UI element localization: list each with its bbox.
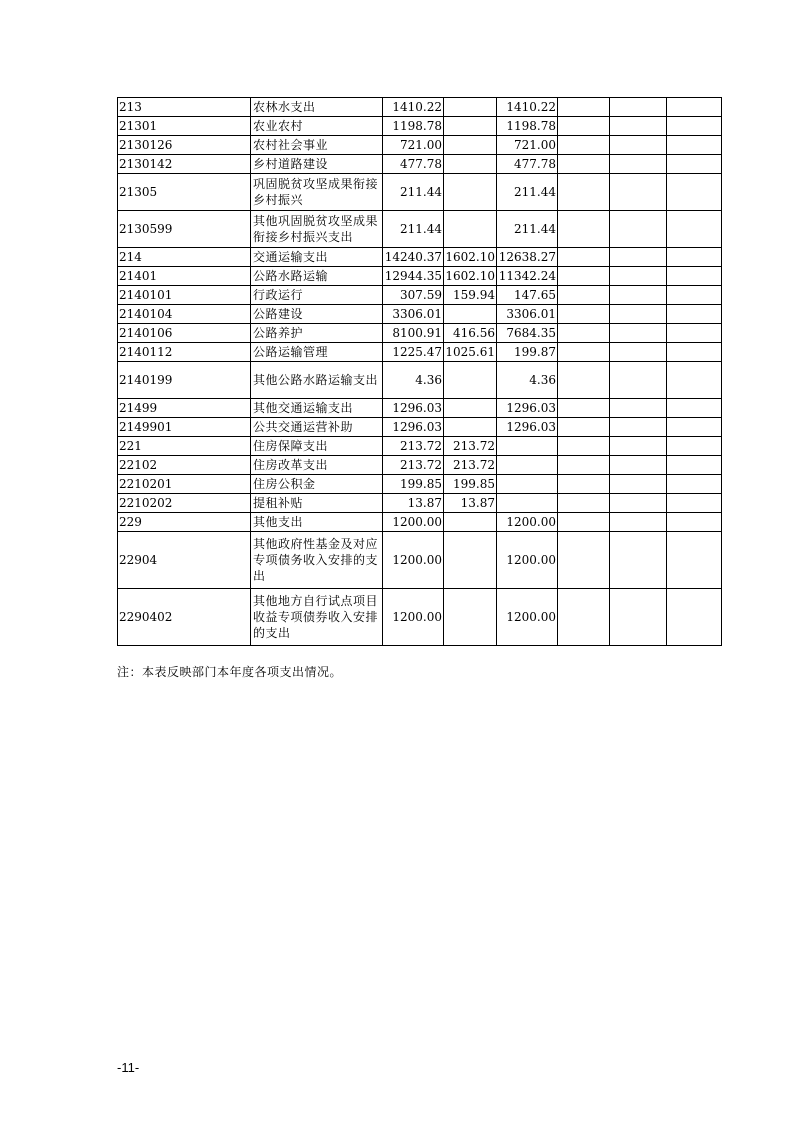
row-name: 公路建设 — [251, 305, 383, 324]
row-basic: 213.72 — [444, 456, 497, 475]
empty-cell — [667, 494, 722, 513]
table-row — [118, 98, 722, 117]
empty-cell — [558, 494, 610, 513]
empty-cell — [667, 155, 722, 174]
row-total: 1200.00 — [383, 513, 444, 532]
row-name: 公路运输管理 — [251, 343, 383, 362]
row-basic: 159.94 — [444, 286, 497, 305]
table-footnote: 注：本表反映部门本年度各项支出情况。 — [117, 665, 343, 679]
row-project — [497, 494, 558, 513]
empty-cell — [558, 513, 610, 532]
row-project: 1200.00 — [497, 589, 558, 646]
empty-cell — [558, 437, 610, 456]
row-basic — [444, 174, 497, 211]
empty-cell — [558, 305, 610, 324]
row-total: 213.72 — [383, 437, 444, 456]
empty-cell — [667, 437, 722, 456]
table-row — [118, 117, 722, 136]
row-basic: 13.87 — [444, 494, 497, 513]
row-code: 2130142 — [118, 155, 251, 174]
row-total: 211.44 — [383, 174, 444, 211]
row-total: 211.44 — [383, 211, 444, 248]
row-basic — [444, 589, 497, 646]
empty-cell — [610, 513, 667, 532]
empty-cell — [667, 362, 722, 399]
row-code: 214 — [118, 248, 251, 267]
row-code: 2130126 — [118, 136, 251, 155]
empty-cell — [558, 211, 610, 248]
empty-cell — [667, 211, 722, 248]
row-total: 1198.78 — [383, 117, 444, 136]
table-row — [118, 174, 722, 211]
empty-cell — [610, 362, 667, 399]
row-name: 其他公路水路运输支出 — [251, 362, 383, 399]
row-basic: 416.56 — [444, 324, 497, 343]
empty-cell — [610, 117, 667, 136]
row-code: 21305 — [118, 174, 251, 211]
row-total: 721.00 — [383, 136, 444, 155]
empty-cell — [667, 117, 722, 136]
table-row — [118, 437, 722, 456]
empty-cell — [667, 532, 722, 589]
row-name: 农村社会事业 — [251, 136, 383, 155]
row-name: 公路养护 — [251, 324, 383, 343]
row-code: 2130599 — [118, 211, 251, 248]
page-number: -11- — [117, 1060, 140, 1075]
empty-cell — [610, 343, 667, 362]
empty-cell — [667, 174, 722, 211]
row-name: 公路水路运输 — [251, 267, 383, 286]
row-name: 提租补贴 — [251, 494, 383, 513]
row-code: 2140106 — [118, 324, 251, 343]
row-basic — [444, 211, 497, 248]
empty-cell — [610, 248, 667, 267]
row-total: 1410.22 — [383, 98, 444, 117]
row-name: 住房公积金 — [251, 475, 383, 494]
row-project: 12638.27 — [497, 248, 558, 267]
empty-cell — [667, 589, 722, 646]
row-project: 4.36 — [497, 362, 558, 399]
empty-cell — [610, 418, 667, 437]
table-row — [118, 475, 722, 494]
table-row — [118, 305, 722, 324]
empty-cell — [558, 362, 610, 399]
row-code: 213 — [118, 98, 251, 117]
empty-cell — [558, 399, 610, 418]
row-name: 其他支出 — [251, 513, 383, 532]
row-basic: 1602.10 — [444, 267, 497, 286]
row-project: 147.65 — [497, 286, 558, 305]
row-name: 巩固脱贫攻坚成果衔接乡村振兴 — [251, 174, 383, 211]
row-name: 其他地方自行试点项目收益专项债券收入安排的支出 — [251, 589, 383, 646]
row-total: 4.36 — [383, 362, 444, 399]
row-project: 11342.24 — [497, 267, 558, 286]
empty-cell — [610, 136, 667, 155]
table-row — [118, 362, 722, 399]
empty-cell — [667, 456, 722, 475]
empty-cell — [667, 98, 722, 117]
row-basic — [444, 136, 497, 155]
row-code: 229 — [118, 513, 251, 532]
row-name: 住房保障支出 — [251, 437, 383, 456]
row-code: 21401 — [118, 267, 251, 286]
empty-cell — [667, 324, 722, 343]
row-basic — [444, 362, 497, 399]
table-row — [118, 589, 722, 646]
row-name: 农业农村 — [251, 117, 383, 136]
table-row — [118, 136, 722, 155]
row-total: 307.59 — [383, 286, 444, 305]
table-row — [118, 513, 722, 532]
table-row — [118, 399, 722, 418]
table-row — [118, 211, 722, 248]
row-name: 交通运输支出 — [251, 248, 383, 267]
row-project: 1296.03 — [497, 399, 558, 418]
row-project: 211.44 — [497, 174, 558, 211]
row-project: 1296.03 — [497, 418, 558, 437]
empty-cell — [610, 437, 667, 456]
row-total: 14240.37 — [383, 248, 444, 267]
row-total: 213.72 — [383, 456, 444, 475]
empty-cell — [610, 211, 667, 248]
empty-cell — [558, 532, 610, 589]
empty-cell — [558, 456, 610, 475]
empty-cell — [610, 475, 667, 494]
row-name: 公共交通运营补助 — [251, 418, 383, 437]
table-row — [118, 324, 722, 343]
row-basic — [444, 532, 497, 589]
row-basic — [444, 117, 497, 136]
empty-cell — [610, 324, 667, 343]
row-project — [497, 456, 558, 475]
row-project: 211.44 — [497, 211, 558, 248]
row-basic — [444, 513, 497, 532]
row-total: 1200.00 — [383, 589, 444, 646]
empty-cell — [610, 589, 667, 646]
row-code: 22904 — [118, 532, 251, 589]
row-project: 199.87 — [497, 343, 558, 362]
empty-cell — [667, 513, 722, 532]
table-row — [118, 248, 722, 267]
row-code: 2140199 — [118, 362, 251, 399]
table-row — [118, 532, 722, 589]
empty-cell — [667, 418, 722, 437]
table-row — [118, 456, 722, 475]
row-name: 其他交通运输支出 — [251, 399, 383, 418]
empty-cell — [667, 248, 722, 267]
empty-cell — [667, 136, 722, 155]
table-row — [118, 155, 722, 174]
row-basic: 199.85 — [444, 475, 497, 494]
empty-cell — [558, 286, 610, 305]
empty-cell — [610, 286, 667, 305]
row-basic: 1602.10 — [444, 248, 497, 267]
table-row — [118, 286, 722, 305]
empty-cell — [610, 456, 667, 475]
row-code: 22102 — [118, 456, 251, 475]
row-name: 住房改革支出 — [251, 456, 383, 475]
row-project: 1410.22 — [497, 98, 558, 117]
row-total: 1200.00 — [383, 532, 444, 589]
empty-cell — [610, 98, 667, 117]
empty-cell — [558, 475, 610, 494]
table-row — [118, 267, 722, 286]
row-project: 7684.35 — [497, 324, 558, 343]
empty-cell — [558, 117, 610, 136]
row-code: 2140101 — [118, 286, 251, 305]
row-code: 2210202 — [118, 494, 251, 513]
row-name: 农林水支出 — [251, 98, 383, 117]
row-total: 13.87 — [383, 494, 444, 513]
row-code: 2140112 — [118, 343, 251, 362]
row-project: 3306.01 — [497, 305, 558, 324]
expenditure-table — [117, 97, 722, 646]
row-project: 477.78 — [497, 155, 558, 174]
empty-cell — [667, 399, 722, 418]
row-name: 乡村道路建设 — [251, 155, 383, 174]
row-total: 3306.01 — [383, 305, 444, 324]
row-name: 其他巩固脱贫攻坚成果衔接乡村振兴支出 — [251, 211, 383, 248]
row-name: 行政运行 — [251, 286, 383, 305]
empty-cell — [558, 418, 610, 437]
empty-cell — [558, 267, 610, 286]
empty-cell — [667, 267, 722, 286]
row-code: 2149901 — [118, 418, 251, 437]
empty-cell — [558, 324, 610, 343]
empty-cell — [610, 155, 667, 174]
row-total: 12944.35 — [383, 267, 444, 286]
empty-cell — [610, 267, 667, 286]
row-project: 1198.78 — [497, 117, 558, 136]
row-total: 1296.03 — [383, 418, 444, 437]
row-basic: 213.72 — [444, 437, 497, 456]
row-total: 1296.03 — [383, 399, 444, 418]
row-code: 21499 — [118, 399, 251, 418]
row-project: 721.00 — [497, 136, 558, 155]
empty-cell — [558, 248, 610, 267]
empty-cell — [558, 174, 610, 211]
row-basic: 1025.61 — [444, 343, 497, 362]
row-code: 21301 — [118, 117, 251, 136]
empty-cell — [558, 155, 610, 174]
empty-cell — [610, 532, 667, 589]
row-project — [497, 475, 558, 494]
table-row — [118, 494, 722, 513]
empty-cell — [558, 98, 610, 117]
row-total: 199.85 — [383, 475, 444, 494]
empty-cell — [558, 589, 610, 646]
empty-cell — [667, 475, 722, 494]
row-code: 2140104 — [118, 305, 251, 324]
table-row — [118, 343, 722, 362]
row-basic — [444, 98, 497, 117]
row-code: 2210201 — [118, 475, 251, 494]
empty-cell — [667, 286, 722, 305]
row-project: 1200.00 — [497, 532, 558, 589]
row-code: 2290402 — [118, 589, 251, 646]
empty-cell — [558, 136, 610, 155]
empty-cell — [558, 343, 610, 362]
empty-cell — [667, 305, 722, 324]
empty-cell — [610, 399, 667, 418]
empty-cell — [610, 305, 667, 324]
row-code: 221 — [118, 437, 251, 456]
row-total: 8100.91 — [383, 324, 444, 343]
empty-cell — [610, 494, 667, 513]
row-project — [497, 437, 558, 456]
empty-cell — [610, 174, 667, 211]
row-basic — [444, 418, 497, 437]
row-name: 其他政府性基金及对应专项债务收入安排的支出 — [251, 532, 383, 589]
row-project: 1200.00 — [497, 513, 558, 532]
row-basic — [444, 305, 497, 324]
table-row — [118, 418, 722, 437]
empty-cell — [667, 343, 722, 362]
row-total: 477.78 — [383, 155, 444, 174]
row-basic — [444, 399, 497, 418]
row-total: 1225.47 — [383, 343, 444, 362]
row-basic — [444, 155, 497, 174]
